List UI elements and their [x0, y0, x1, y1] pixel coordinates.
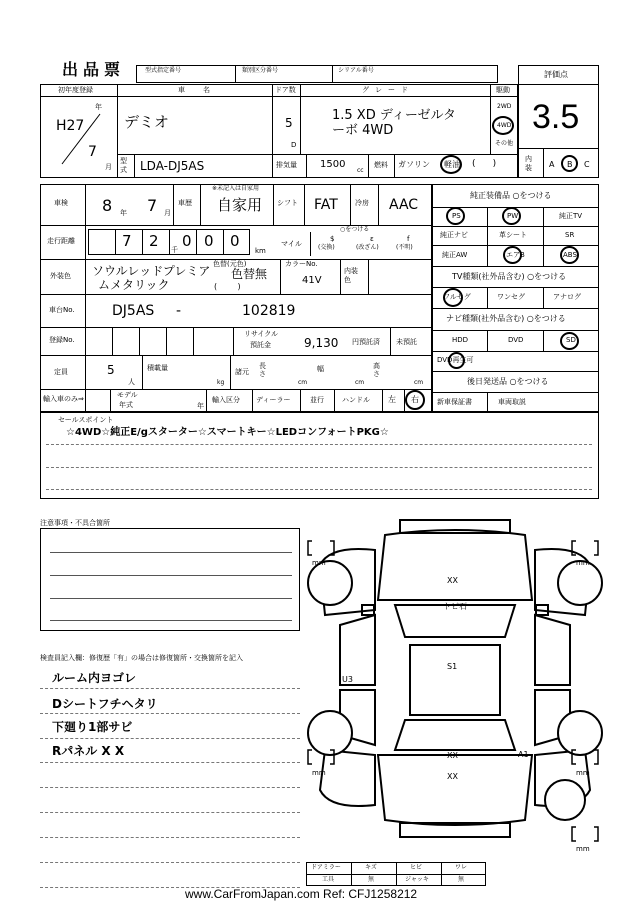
navi-sd: SD	[566, 336, 576, 344]
capacity-value: 5	[107, 363, 115, 377]
import-class-label: 輸入区分	[212, 396, 240, 404]
equip-leather: 革シート	[499, 231, 527, 239]
interior-b-circle	[561, 155, 578, 172]
equip-ps: PS	[452, 212, 461, 220]
odometer-digit-3: 0	[182, 232, 192, 250]
fuel-diesel-circle	[440, 155, 462, 174]
drive-4wd: 4WD	[497, 122, 512, 129]
displacement-label: 排気量	[276, 161, 297, 169]
inspector-line-2: Dシートフチヘタリ	[52, 697, 158, 711]
sales-point-text: ☆4WD☆純正E/gスターター☆スマートキー☆LEDコンフォートPKG☆	[66, 427, 389, 438]
sheet-title: 出品票	[62, 60, 126, 79]
odometer-digit-2: 2	[149, 232, 159, 250]
length-unit: cm	[298, 379, 308, 386]
inspector-line-4: Rパネル X X	[52, 744, 125, 758]
handle-left: 左	[388, 395, 396, 404]
category-label: 類別区分番号	[242, 67, 279, 74]
mileage-label: 走行距離	[47, 237, 75, 245]
length-label: 長さ	[259, 362, 266, 378]
equip-airbag: エアB	[506, 251, 525, 259]
grade-line1: 1.5 XD ディーゼルタ	[332, 108, 457, 123]
fuel-gas: ガソリン	[398, 160, 430, 169]
meter-opt1-text: (交換)	[318, 244, 335, 251]
equip-abs: ABS	[563, 251, 577, 259]
interior-label: 内装	[525, 155, 532, 172]
equip-pw-circle	[502, 207, 521, 225]
sales-point-box	[40, 412, 599, 499]
color-no-value: 41V	[302, 275, 322, 286]
meter-opt1: $	[330, 235, 335, 243]
mark-hood: XX	[447, 576, 458, 585]
inspector-line-3: 下廻り1部サビ	[52, 720, 133, 734]
model-designation-label: 型式指定番号	[145, 67, 182, 74]
dims-label: 諸元	[235, 368, 249, 376]
drive-label: 駆動	[496, 86, 510, 94]
car-damage-diagram	[300, 505, 610, 890]
capacity-unit: 人	[128, 378, 135, 386]
score-label: 評価点	[544, 70, 568, 79]
recycle-label-1: リサイクル	[244, 330, 279, 338]
tv-fullseg-circle	[443, 288, 463, 307]
equip-title: 純正装備品 ○をつける	[470, 191, 552, 200]
later-title: 後日発送品 ○をつける	[467, 377, 549, 386]
recycle-unpaid: 未預託	[396, 338, 417, 346]
inspector-label: 検査員記入欄：修復歴「有」の場合は修復箇所・交換箇所を記入	[40, 654, 243, 662]
model-year-label-1: モデル	[117, 391, 138, 399]
exterior-color-label: 外装色	[50, 272, 71, 280]
dealer-label: ディーラー	[256, 396, 291, 404]
reg-no-label: 登録No.	[49, 336, 75, 344]
exterior-color-line2: ムメタリック	[98, 278, 170, 292]
legend-header-0: ドアミラー	[311, 864, 341, 871]
load-label: 積載量	[147, 364, 168, 372]
width-unit: cm	[355, 379, 365, 386]
interior-c: C	[584, 160, 590, 169]
mark-trunk: XX	[447, 751, 458, 760]
drive-2wd: 2WD	[497, 103, 512, 110]
equip-sr: SR	[565, 231, 575, 239]
legend-header-3: ワレ	[455, 864, 468, 871]
color-change-value: 色替無	[231, 267, 268, 281]
chassis-number: 102819	[242, 303, 296, 319]
handle-right: 右	[411, 395, 419, 404]
interior-a: A	[549, 160, 555, 169]
tire-rl-unit: mm	[312, 769, 326, 777]
thousand-unit: 千	[171, 246, 178, 254]
equip-tv: 純正TV	[559, 212, 583, 220]
tire-rr-unit: mm	[576, 769, 590, 777]
mark-roof: S1	[447, 662, 458, 671]
chassis-prefix: DJ5AS	[112, 303, 155, 319]
meter-circle-note: ○をつける	[340, 226, 370, 233]
legend-header-1: キズ	[365, 864, 377, 871]
ac-label: 冷房	[355, 199, 369, 207]
shift-value: FAT	[314, 197, 338, 213]
parallel-label: 並行	[310, 396, 324, 404]
displacement: 1500	[320, 159, 346, 170]
year-unit: 年	[95, 103, 102, 111]
serial-label: シリアル番号	[338, 67, 374, 74]
equip-abs-circle	[560, 246, 579, 264]
color-change-paren: ( )	[214, 282, 241, 291]
doors-value: 5	[285, 116, 293, 130]
sales-point-label: セールスポイント	[58, 416, 114, 424]
tv-analog: アナログ	[553, 293, 581, 301]
later-warranty: 新車保証書	[437, 398, 472, 406]
navi-dvd: DVD	[508, 336, 524, 344]
drive-4wd-circle	[492, 116, 514, 135]
mile-label: マイル	[281, 240, 302, 248]
history-note: ※未記入は自家用	[212, 185, 260, 192]
recycle-label-2: 預託金	[250, 341, 271, 349]
reg-month: 7	[88, 144, 97, 160]
fuel-label: 燃料	[374, 161, 388, 169]
tire-fl-unit: mm	[312, 559, 326, 567]
mark-windshield: トビ石	[443, 602, 467, 611]
km-unit: km	[255, 247, 266, 255]
first-reg-label: 初年度登録	[58, 86, 93, 94]
interior-color-label: 内装色	[344, 267, 358, 284]
recycle-value: 9,130	[304, 336, 339, 350]
month-unit: 月	[105, 163, 112, 171]
history-value: 自家用	[217, 196, 263, 214]
legend-value-2: ジャッキ	[405, 876, 429, 883]
odometer-digit-4: 0	[204, 232, 214, 250]
score-value: 3.5	[532, 98, 580, 136]
tv-fullseg: フルセグ	[443, 293, 471, 301]
inspection-label: 車検	[54, 199, 68, 207]
legend-header-2: ヒビ	[410, 864, 423, 871]
navi-title: ナビ種類(社外品含む) ○をつける	[446, 314, 566, 323]
meter-opt3-text: (不明)	[396, 244, 413, 251]
import-year-unit: 年	[197, 402, 204, 410]
mark-rear-bumper: XX	[447, 772, 458, 781]
handle-label: ハンドル	[342, 396, 370, 404]
caution-box	[40, 528, 300, 631]
drive-other: その他	[495, 140, 514, 147]
odometer-digit-5: 0	[230, 232, 240, 250]
doors-label: ドア数	[275, 86, 296, 94]
tv-oneseg: ワンセグ	[497, 293, 525, 301]
odometer-digit-1: 7	[122, 232, 132, 250]
tire-fr-unit: mm	[576, 559, 590, 567]
legend-value-3: 無	[458, 876, 465, 883]
legend-value-1: 無	[368, 876, 375, 883]
fuel-diesel: 軽油	[444, 160, 460, 169]
load-unit: kg	[217, 379, 225, 386]
capacity-label: 定員	[54, 368, 68, 376]
history-label: 車歴	[178, 199, 192, 207]
later-manual: 車両取説	[498, 398, 526, 406]
fuel-paren: ( )	[472, 159, 497, 169]
model-year-label-2: 年式	[119, 401, 133, 409]
mark-rear-quarter: A1	[518, 750, 529, 759]
header-id-box	[136, 65, 498, 83]
height-unit: cm	[414, 379, 424, 386]
ac-value: AAC	[389, 197, 419, 213]
equip-navi: 純正ナビ	[440, 231, 468, 239]
height-label: 高さ	[373, 362, 380, 378]
exterior-color-line1: ソウルレッドプレミア	[92, 264, 211, 278]
equip-aw: 純正AW	[442, 251, 468, 259]
inspection-month-unit: 月	[164, 209, 171, 217]
shift-label: シフト	[277, 199, 298, 207]
equip-ps-circle	[446, 207, 465, 225]
model-type: LDA-DJ5AS	[140, 159, 205, 173]
navi-hdd: HDD	[452, 336, 469, 344]
grade-line2: ーボ 4WD	[332, 123, 394, 138]
watermark: www.CarFromJapan.com Ref: CFJ1258212	[185, 887, 418, 901]
equip-airbag-circle	[503, 246, 522, 264]
car-name: デミオ	[124, 113, 170, 131]
car-name-label: 車名	[178, 86, 228, 94]
color-change-label: 色替(元色)	[213, 260, 247, 268]
equip-pw: PW	[507, 212, 519, 220]
meter-opt2: ɛ	[370, 235, 374, 243]
tire-spare-unit: mm	[576, 845, 590, 853]
inspection-year: 8	[102, 196, 113, 215]
color-no-label: カラーNo.	[285, 260, 318, 268]
mark-left-side: U3	[342, 675, 353, 684]
caution-label: 注意事項・不具合箇所	[40, 519, 110, 527]
interior-b: B	[567, 160, 573, 169]
width-label: 幅	[317, 365, 324, 373]
dvd-playback: DVD再生可	[437, 356, 474, 364]
legend-value-0: 工具	[322, 876, 335, 883]
dvd-playback-circle	[448, 352, 465, 369]
door-suffix: D	[291, 141, 297, 149]
inspector-line-1: ルーム内ヨゴレ	[52, 671, 137, 685]
chassis-dash: -	[176, 303, 182, 319]
meter-opt2-text: (改ざん)	[356, 244, 379, 251]
handle-right-circle	[405, 390, 425, 410]
navi-sd-circle	[560, 332, 579, 350]
inspection-month: 7	[147, 196, 158, 215]
reg-year: H27	[56, 118, 85, 134]
model-type-label: 型式	[120, 157, 127, 174]
meter-opt3: f	[407, 235, 410, 243]
grade-label: グレード	[362, 86, 414, 94]
import-label: 輸入車のみ⇒	[43, 395, 84, 403]
inspection-year-unit: 年	[120, 209, 127, 217]
cc-unit: cc	[357, 167, 364, 174]
tv-title: TV種類(社外品含む) ○をつける	[452, 272, 567, 281]
recycle-unit: 円預託済	[352, 338, 380, 346]
chassis-label: 車台No.	[49, 306, 75, 314]
